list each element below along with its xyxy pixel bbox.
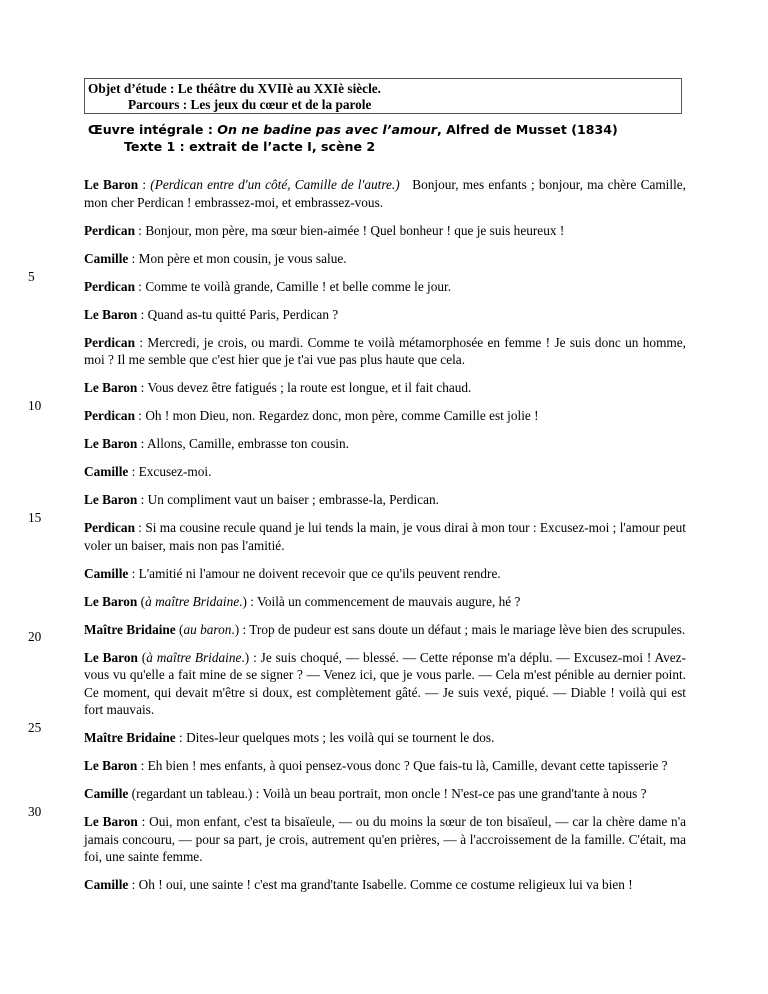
dialogue-line bbox=[84, 876, 686, 894]
stage-direction: au baron bbox=[183, 621, 232, 637]
dialogue-line bbox=[84, 593, 686, 611]
dialogue-line bbox=[28, 621, 686, 644]
separator: : bbox=[138, 177, 151, 192]
separator: : bbox=[128, 250, 139, 266]
speaker: Le Baron bbox=[84, 649, 138, 665]
work-heading bbox=[88, 121, 618, 155]
dialogue-line bbox=[84, 757, 686, 775]
line-number: 5 bbox=[28, 268, 35, 284]
speaker: Le Baron bbox=[84, 593, 138, 609]
speech: .) : Voilà un commencement de mauvais augure, hé ? bbox=[239, 593, 521, 609]
speech: Mercredi, je crois, ou mardi. Comme te voilà métamorphosée en femme ! Je suis donc un homme, moi ? Il me semble que c'est hier que je t'ai vue pas plus haute que cela. bbox=[84, 334, 690, 367]
speaker: Camille bbox=[84, 565, 129, 581]
line-number: 25 bbox=[28, 720, 42, 735]
dialogue-line bbox=[28, 720, 686, 747]
study-object: Objet d’étude : Le théâtre du XVIIè au XXIè siècle. bbox=[88, 81, 381, 96]
dialogue-line bbox=[28, 398, 686, 425]
separator: : bbox=[134, 408, 146, 423]
dialogue-line bbox=[84, 565, 686, 583]
line-number: 15 bbox=[28, 510, 42, 525]
speech: .) : Je suis choqué, — blessé. — Cette réponse m'a déplu. — Excusez-moi ! Avez-vous vu qu'elle a fait mine de se signer ? — Venez ici, que je vous parle. — Cela m'est pénible au dernier point. Ce moment, qui devait m'être si doux, est complètement gâté. — Je suis vexé, piqué. — Diable ! voilà qui est fort mauvais. bbox=[84, 649, 690, 717]
speech: L'amitié ni l'amour ne doivent recevoir que ce qu'ils peuvent rendre. bbox=[138, 565, 501, 581]
line-number: 10 bbox=[28, 398, 42, 413]
parcours: Parcours : Les jeux du cœur et de la parole bbox=[128, 97, 372, 112]
speaker: Le Baron bbox=[84, 306, 138, 322]
speech: Bonjour, mes enfants ; bonjour, ma chère Camille, mon cher Perdican ! embrassez-moi, et embrassez-vous. bbox=[84, 177, 690, 210]
text-label: Texte 1 : extrait de l’acte I, scène 2 bbox=[124, 139, 376, 154]
separator: ( bbox=[137, 593, 146, 609]
speech: Allons, Camille, embrasse ton cousin. bbox=[146, 436, 349, 451]
dialogue-line bbox=[84, 379, 686, 397]
separator: : bbox=[175, 730, 187, 745]
line-number: 30 bbox=[28, 804, 42, 819]
separator: : bbox=[137, 492, 148, 507]
speaker: Camille bbox=[84, 250, 129, 266]
speech: Oui, mon enfant, c'est ta bisaïeule, — ou du moins la sœur de ton bisaïeul, — car la chère dame n'a jamais concouru, — pour sa part, je crois, autrement qu'en prières, — à l'accroissement de la famille. C'était, ma foi, une sainte femme. bbox=[84, 814, 690, 864]
dialogue-line bbox=[84, 491, 686, 509]
separator: : bbox=[137, 306, 148, 322]
dialogue-line bbox=[84, 334, 690, 369]
speech: Vous devez être fatigués ; la route est longue, et il fait chaud. bbox=[147, 380, 472, 395]
dialogue-line bbox=[84, 785, 686, 803]
speech: Un compliment vaut un baiser ; embrasse-la, Perdican. bbox=[147, 492, 440, 507]
stage-direction: (Perdican entre d'un côté, Camille de l'autre.) bbox=[150, 177, 400, 192]
speech: Oh ! oui, une sainte ! c'est ma grand'tante Isabelle. Comme ce costume religieux lui va bien ! bbox=[138, 877, 633, 892]
speaker: Maître Bridaine bbox=[84, 621, 176, 637]
study-object-box bbox=[84, 78, 682, 114]
separator: : bbox=[137, 380, 148, 395]
work-prefix: Œuvre intégrale : bbox=[88, 122, 218, 137]
separator: : bbox=[134, 278, 146, 294]
stage-direction: à maître Bridaine bbox=[146, 649, 242, 665]
dialogue-line bbox=[28, 510, 690, 554]
dialogue-line bbox=[84, 176, 690, 211]
dialogue-line bbox=[28, 268, 686, 296]
speech: Dites-leur quelques mots ; les voilà qui se tournent le dos. bbox=[186, 730, 495, 745]
speaker: Camille bbox=[84, 464, 129, 479]
dialogue-line bbox=[84, 463, 686, 481]
speech: Si ma cousine recule quand je lui tends la main, je vous dirai à mon tour : Excusez-moi ; l'amour peut voler un baiser, mais non pas l'amitié. bbox=[84, 520, 690, 553]
speech: Quand as-tu quitté Paris, Perdican ? bbox=[147, 306, 339, 322]
separator: : bbox=[128, 565, 139, 581]
speaker: Le Baron bbox=[84, 380, 138, 395]
speaker: Maître Bridaine bbox=[84, 730, 176, 745]
speaker: Le Baron bbox=[84, 436, 138, 451]
speaker: Perdican bbox=[84, 520, 135, 535]
separator: : bbox=[134, 222, 146, 238]
dialogue-line bbox=[84, 435, 686, 453]
speaker: Perdican bbox=[84, 278, 135, 294]
work-author: , Alfred de Musset (1834) bbox=[436, 122, 618, 137]
speaker: Perdican bbox=[84, 334, 135, 350]
separator: : bbox=[137, 758, 148, 773]
speaker: Le Baron bbox=[84, 758, 138, 773]
speech: Excusez-moi. bbox=[138, 464, 212, 479]
speech: Eh bien ! mes enfants, à quoi pensez-vous donc ? Que fais-tu là, Camille, devant cette tapisserie ? bbox=[147, 758, 668, 773]
separator: ( bbox=[175, 621, 184, 637]
speaker: Perdican bbox=[84, 408, 135, 423]
speaker: Le Baron bbox=[84, 177, 139, 192]
dialogue-line bbox=[28, 804, 690, 866]
separator: : bbox=[134, 520, 146, 535]
dialogue-line bbox=[84, 649, 690, 719]
speech: Bonjour, mon père, ma sœur bien-aimée ! Quel bonheur ! que je suis heureux ! bbox=[145, 222, 565, 238]
play-excerpt bbox=[28, 176, 690, 904]
speaker: Camille bbox=[84, 877, 129, 892]
separator: : bbox=[128, 877, 139, 892]
speech: Comme te voilà grande, Camille ! et belle comme le jour. bbox=[145, 278, 452, 294]
speech: Oh ! mon Dieu, non. Regardez donc, mon père, comme Camille est jolie ! bbox=[145, 408, 539, 423]
speaker: Camille bbox=[84, 786, 129, 801]
dialogue-line bbox=[84, 250, 686, 268]
work-title: On ne badine pas avec l’amour bbox=[217, 122, 437, 137]
speaker: Perdican bbox=[84, 222, 135, 238]
speaker: Le Baron bbox=[84, 814, 138, 829]
separator: : bbox=[137, 814, 150, 829]
separator: : bbox=[128, 464, 139, 479]
separator: : bbox=[134, 334, 148, 350]
separator: ( bbox=[137, 649, 147, 665]
stage-direction: à maître Bridaine bbox=[145, 593, 240, 609]
line-number: 20 bbox=[28, 629, 42, 644]
separator: : bbox=[137, 436, 147, 451]
dialogue-line bbox=[84, 306, 686, 324]
speech: (regardant un tableau.) : Voilà un beau portrait, mon oncle ! N'est-ce pas une grand'tante à nous ? bbox=[131, 786, 647, 801]
dialogue-line bbox=[84, 222, 686, 240]
speaker: Le Baron bbox=[84, 492, 138, 507]
speech: .) : Trop de pudeur est sans doute un défaut ; mais le mariage lève bien des scrupules. bbox=[231, 621, 686, 637]
speech: Mon père et mon cousin, je vous salue. bbox=[138, 250, 347, 266]
